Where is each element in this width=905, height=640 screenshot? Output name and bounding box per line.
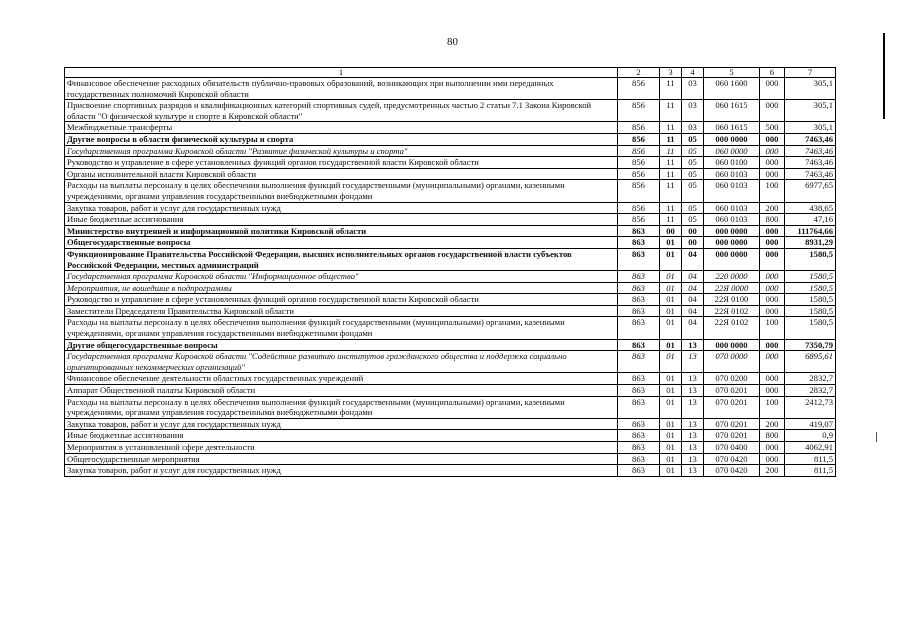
table-cell-name: Министерство внутренней и информационной политики Кировской области [65, 225, 618, 237]
table-cell-section: 01 [660, 453, 682, 465]
table-cell-target-article: 070 0420 [704, 465, 760, 477]
table-cell-subsection: 03 [682, 122, 704, 134]
table-cell-expense-type: 000 [760, 294, 785, 306]
table-cell-amount: 7463,46 [785, 157, 836, 169]
table-cell-section: 11 [660, 78, 682, 100]
table-cell-ministry: 863 [618, 237, 660, 249]
table-cell-expense-type: 000 [760, 282, 785, 294]
table-cell-subsection: 05 [682, 168, 704, 180]
table-row [65, 351, 836, 373]
table-cell-ministry: 856 [618, 157, 660, 169]
table-cell-section: 01 [660, 373, 682, 385]
table-row [65, 122, 836, 134]
table-cell-amount: 111764,66 [785, 225, 836, 237]
table-cell-subsection: 04 [682, 305, 704, 317]
table-cell-amount: 1580,5 [785, 305, 836, 317]
table-cell-name: Государственная программа Кировской области "Содействие развитию институтов гражданского общества и поддержка социально ориентированных некоммерческих организаций" [65, 351, 618, 373]
table-cell-section: 01 [660, 294, 682, 306]
table-row [65, 180, 836, 202]
table-cell-amount: 7463,46 [785, 145, 836, 157]
table-cell-amount: 1580,5 [785, 248, 836, 270]
table-cell-ministry: 863 [618, 282, 660, 294]
table-cell-ministry: 863 [618, 430, 660, 442]
table-cell-section: 11 [660, 122, 682, 134]
table-cell-amount: 2832,7 [785, 373, 836, 385]
table-cell-section: 11 [660, 168, 682, 180]
table-cell-amount: 419,07 [785, 418, 836, 430]
table-cell-expense-type: 000 [760, 100, 785, 122]
table-cell-section: 11 [660, 214, 682, 226]
table-cell-target-article: 060 0103 [704, 214, 760, 226]
table-cell-ministry: 863 [618, 465, 660, 477]
header-col-6: 6 [760, 68, 785, 78]
header-col-2: 2 [618, 68, 660, 78]
table-row [65, 442, 836, 454]
table-cell-ministry: 863 [618, 294, 660, 306]
table-cell-ministry: 863 [618, 385, 660, 397]
table-row [65, 225, 836, 237]
table-cell-section: 01 [660, 396, 682, 418]
table-row [65, 294, 836, 306]
table-cell-target-article: 060 0000 [704, 145, 760, 157]
table-cell-expense-type: 000 [760, 442, 785, 454]
table-cell-amount: 0,9 [785, 430, 836, 442]
table-row [65, 133, 836, 145]
table-cell-amount: 8931,29 [785, 237, 836, 249]
table-cell-subsection: 13 [682, 396, 704, 418]
table-cell-name: Мероприятия, не вошедшие в подпрограммы [65, 282, 618, 294]
table-cell-amount: 1580,5 [785, 282, 836, 294]
table-cell-section: 01 [660, 305, 682, 317]
table-cell-expense-type: 000 [760, 453, 785, 465]
table-cell-amount: 438,65 [785, 202, 836, 214]
table-row [65, 282, 836, 294]
table-row [65, 373, 836, 385]
header-col-7: 7 [785, 68, 836, 78]
table-cell-subsection: 13 [682, 453, 704, 465]
table-cell-target-article: 070 0201 [704, 396, 760, 418]
table-cell-amount: 305,1 [785, 122, 836, 134]
table-row [65, 214, 836, 226]
table-cell-ministry: 863 [618, 317, 660, 339]
table-cell-name: Присвоение спортивных разрядов и квалификационных категорий спортивных судей, предусмотренных частью 2 статьи 7.1 Закона Кировской области "О физической культуре и спорте в Кировской области" [65, 100, 618, 122]
table-cell-expense-type: 000 [760, 78, 785, 100]
table-cell-expense-type: 000 [760, 339, 785, 351]
table-cell-target-article: 070 0420 [704, 453, 760, 465]
table-cell-subsection: 13 [682, 351, 704, 373]
table-cell-expense-type: 800 [760, 214, 785, 226]
table-cell-target-article: 070 0201 [704, 418, 760, 430]
table-cell-target-article: 000 0000 [704, 339, 760, 351]
table-cell-expense-type: 100 [760, 396, 785, 418]
header-col-4: 4 [682, 68, 704, 78]
table-row [65, 100, 836, 122]
table-cell-expense-type: 000 [760, 168, 785, 180]
table-cell-expense-type: 200 [760, 465, 785, 477]
table-cell-target-article: 070 0000 [704, 351, 760, 373]
table-cell-ministry: 863 [618, 442, 660, 454]
table-cell-target-article: 060 1615 [704, 100, 760, 122]
table-row [65, 396, 836, 418]
table-row [65, 168, 836, 180]
table-cell-target-article: 060 0103 [704, 202, 760, 214]
table-cell-target-article: 070 0200 [704, 373, 760, 385]
table-cell-section: 01 [660, 418, 682, 430]
table-row [65, 430, 836, 442]
table-cell-ministry: 863 [618, 339, 660, 351]
table-cell-ministry: 856 [618, 145, 660, 157]
table-cell-ministry: 856 [618, 180, 660, 202]
table-row [65, 418, 836, 430]
table-cell-ministry: 863 [618, 373, 660, 385]
table-row [65, 237, 836, 249]
table-cell-section: 11 [660, 133, 682, 145]
table-cell-subsection: 04 [682, 294, 704, 306]
table-row [65, 385, 836, 397]
table-cell-amount: 6895,61 [785, 351, 836, 373]
table-cell-name: Другие общегосударственные вопросы [65, 339, 618, 351]
table-cell-section: 11 [660, 202, 682, 214]
table-cell-ministry: 856 [618, 78, 660, 100]
table-cell-expense-type: 000 [760, 145, 785, 157]
table-cell-name: Органы исполнительной власти Кировской области [65, 168, 618, 180]
table-row [65, 248, 836, 270]
table-cell-name: Финансовое обеспечение деятельности областных государственных учреждений [65, 373, 618, 385]
table-cell-expense-type: 000 [760, 225, 785, 237]
table-cell-expense-type: 000 [760, 248, 785, 270]
table-cell-subsection: 04 [682, 248, 704, 270]
table-cell-target-article: 22Я 0000 [704, 282, 760, 294]
table-cell-expense-type: 500 [760, 122, 785, 134]
table-cell-expense-type: 000 [760, 271, 785, 283]
table-cell-subsection: 03 [682, 100, 704, 122]
table-cell-name: Расходы на выплаты персоналу в целях обеспечения выполнения функций государственными (муниципальными) органами, казенными учреждениями, органами управления государственными внебюджетными фондами [65, 396, 618, 418]
header-row [65, 68, 836, 78]
table-cell-name: Расходы на выплаты персоналу в целях обеспечения выполнения функций государственными (муниципальными) органами, казенными учреждениями, органами управления государственными внебюджетными фондами [65, 317, 618, 339]
table-row [65, 465, 836, 477]
table-cell-subsection: 05 [682, 180, 704, 202]
table-cell-ministry: 863 [618, 351, 660, 373]
table-cell-expense-type: 100 [760, 180, 785, 202]
header-col-5: 5 [704, 68, 760, 78]
table-cell-amount: 2832,7 [785, 385, 836, 397]
table-cell-amount: 6977,65 [785, 180, 836, 202]
table-cell-name: Иные бюджетные ассигнования [65, 430, 618, 442]
table-cell-subsection: 13 [682, 373, 704, 385]
table-cell-ministry: 863 [618, 418, 660, 430]
table-cell-name: Другие вопросы в области физической культуры и спорта [65, 133, 618, 145]
table-cell-section: 11 [660, 180, 682, 202]
table-cell-subsection: 05 [682, 145, 704, 157]
table-cell-expense-type: 200 [760, 202, 785, 214]
table-cell-name: Мероприятия в установленной сфере деятельности [65, 442, 618, 454]
table-cell-ministry: 863 [618, 453, 660, 465]
table-cell-expense-type: 000 [760, 237, 785, 249]
table-cell-subsection: 04 [682, 317, 704, 339]
table-cell-amount: 7463,46 [785, 133, 836, 145]
table-cell-section: 01 [660, 248, 682, 270]
table-row [65, 339, 836, 351]
table-cell-target-article: 070 0400 [704, 442, 760, 454]
table-cell-amount: 811,5 [785, 453, 836, 465]
table-row [65, 145, 836, 157]
table-row [65, 271, 836, 283]
table-cell-name: Руководство и управление в сфере установленных функций органов государственной власти Кировской области [65, 157, 618, 169]
table-cell-expense-type: 000 [760, 133, 785, 145]
table-cell-amount: 811,5 [785, 465, 836, 477]
table-cell-subsection: 05 [682, 202, 704, 214]
table-cell-target-article: 000 0000 [704, 248, 760, 270]
table-cell-subsection: 13 [682, 442, 704, 454]
table-cell-ministry: 863 [618, 305, 660, 317]
table-cell-target-article: 070 0201 [704, 385, 760, 397]
table-cell-target-article: 000 0000 [704, 133, 760, 145]
table-cell-amount: 47,16 [785, 214, 836, 226]
table-row [65, 317, 836, 339]
table-cell-name: Закупка товаров, работ и услуг для государственных нужд [65, 418, 618, 430]
table-cell-name: Аппарат Общественной палаты Кировской области [65, 385, 618, 397]
table-cell-section: 01 [660, 430, 682, 442]
table-cell-name: Государственная программа Кировской области "Развитие физической культуры и спорта" [65, 145, 618, 157]
table-cell-name: Иные бюджетные ассигнования [65, 214, 618, 226]
table-cell-ministry: 863 [618, 225, 660, 237]
budget-table [64, 67, 836, 477]
table-cell-expense-type: 000 [760, 373, 785, 385]
table-row [65, 305, 836, 317]
table-cell-section: 11 [660, 100, 682, 122]
table-cell-ministry: 856 [618, 202, 660, 214]
table-cell-section: 01 [660, 339, 682, 351]
table-cell-ministry: 856 [618, 100, 660, 122]
table-cell-amount: 1580,5 [785, 271, 836, 283]
table-row [65, 453, 836, 465]
table-cell-name: Финансовое обеспечение расходных обязательств публично-правовых образований, возникающих при выполнении ими переданных государственных полномочий Кировской области [65, 78, 618, 100]
table-cell-name: Закупка товаров, работ и услуг для государственных нужд [65, 465, 618, 477]
table-cell-ministry: 856 [618, 133, 660, 145]
table-cell-target-article: 22Я 0102 [704, 305, 760, 317]
table-cell-name: Общегосударственные мероприятия [65, 453, 618, 465]
table-cell-name: Закупка товаров, работ и услуг для государственных нужд [65, 202, 618, 214]
table-cell-expense-type: 800 [760, 430, 785, 442]
table-cell-ministry: 856 [618, 214, 660, 226]
table-cell-subsection: 04 [682, 282, 704, 294]
table-cell-section: 01 [660, 271, 682, 283]
table-cell-subsection: 05 [682, 214, 704, 226]
table-cell-target-article: 000 0000 [704, 237, 760, 249]
table-cell-target-article: 060 1600 [704, 78, 760, 100]
table-cell-section: 01 [660, 237, 682, 249]
table-cell-section: 01 [660, 282, 682, 294]
table-cell-amount: 305,1 [785, 100, 836, 122]
table-cell-target-article: 070 0201 [704, 430, 760, 442]
table-cell-subsection: 13 [682, 339, 704, 351]
table-cell-expense-type: 000 [760, 351, 785, 373]
table-cell-expense-type: 200 [760, 418, 785, 430]
table-cell-expense-type: 000 [760, 305, 785, 317]
table-cell-name: Общегосударственные вопросы [65, 237, 618, 249]
table-cell-name: Руководство и управление в сфере установленных функций органов государственной власти Кировской области [65, 294, 618, 306]
table-cell-target-article: 000 0000 [704, 225, 760, 237]
table-cell-ministry: 856 [618, 168, 660, 180]
table-cell-ministry: 856 [618, 122, 660, 134]
table-cell-target-article: 060 0103 [704, 180, 760, 202]
table-cell-section: 11 [660, 157, 682, 169]
table-cell-expense-type: 000 [760, 157, 785, 169]
table-cell-amount: 7350,79 [785, 339, 836, 351]
header-col-3: 3 [660, 68, 682, 78]
table-cell-subsection: 00 [682, 225, 704, 237]
table-cell-ministry: 863 [618, 396, 660, 418]
table-cell-name: Межбюджетные трансферты [65, 122, 618, 134]
table-row [65, 78, 836, 100]
table-cell-subsection: 13 [682, 418, 704, 430]
table-cell-expense-type: 000 [760, 385, 785, 397]
table-cell-name: Расходы на выплаты персоналу в целях обеспечения выполнения функций государственными (муниципальными) органами, казенными учреждениями, органами управления государственными внебюджетными фондами [65, 180, 618, 202]
table-cell-ministry: 863 [618, 271, 660, 283]
table-cell-target-article: 060 0100 [704, 157, 760, 169]
margin-bar [883, 33, 885, 119]
table-cell-section: 01 [660, 385, 682, 397]
table-cell-name: Государственная программа Кировской области "Информационное общество" [65, 271, 618, 283]
table-cell-section: 01 [660, 442, 682, 454]
table-cell-subsection: 03 [682, 78, 704, 100]
table-cell-amount: 305,1 [785, 78, 836, 100]
table-cell-name: Функционирование Правительства Российской Федерации, высших исполнительных органов государственной власти субъектов Российской Федерации, местных администраций [65, 248, 618, 270]
table-body [65, 78, 836, 477]
table-cell-amount: 4062,91 [785, 442, 836, 454]
table-cell-subsection: 04 [682, 271, 704, 283]
table-cell-target-article: 22Я 0102 [704, 317, 760, 339]
table-cell-section: 00 [660, 225, 682, 237]
table-cell-amount: 1580,5 [785, 317, 836, 339]
table-cell-section: 01 [660, 465, 682, 477]
table-row [65, 202, 836, 214]
table-cell-subsection: 00 [682, 237, 704, 249]
table-cell-target-article: 220 0000 [704, 271, 760, 283]
table-cell-ministry: 863 [618, 248, 660, 270]
margin-mark [876, 432, 881, 442]
table-cell-section: 01 [660, 317, 682, 339]
table-cell-subsection: 13 [682, 385, 704, 397]
table-cell-target-article: 060 0103 [704, 168, 760, 180]
table-cell-amount: 7463,46 [785, 168, 836, 180]
table-cell-subsection: 13 [682, 465, 704, 477]
table-cell-target-article: 060 1615 [704, 122, 760, 134]
header-col-1: 1 [65, 68, 618, 78]
table-cell-section: 11 [660, 145, 682, 157]
table-cell-subsection: 13 [682, 430, 704, 442]
page-number: 80 [447, 36, 458, 48]
table-cell-expense-type: 100 [760, 317, 785, 339]
table-cell-amount: 1580,5 [785, 294, 836, 306]
table-cell-name: Заместители Председателя Правительства Кировской области [65, 305, 618, 317]
table-cell-target-article: 22Я 0100 [704, 294, 760, 306]
table-cell-section: 01 [660, 351, 682, 373]
table-row [65, 157, 836, 169]
table-cell-amount: 2412,73 [785, 396, 836, 418]
table-cell-subsection: 05 [682, 157, 704, 169]
table-cell-subsection: 05 [682, 133, 704, 145]
